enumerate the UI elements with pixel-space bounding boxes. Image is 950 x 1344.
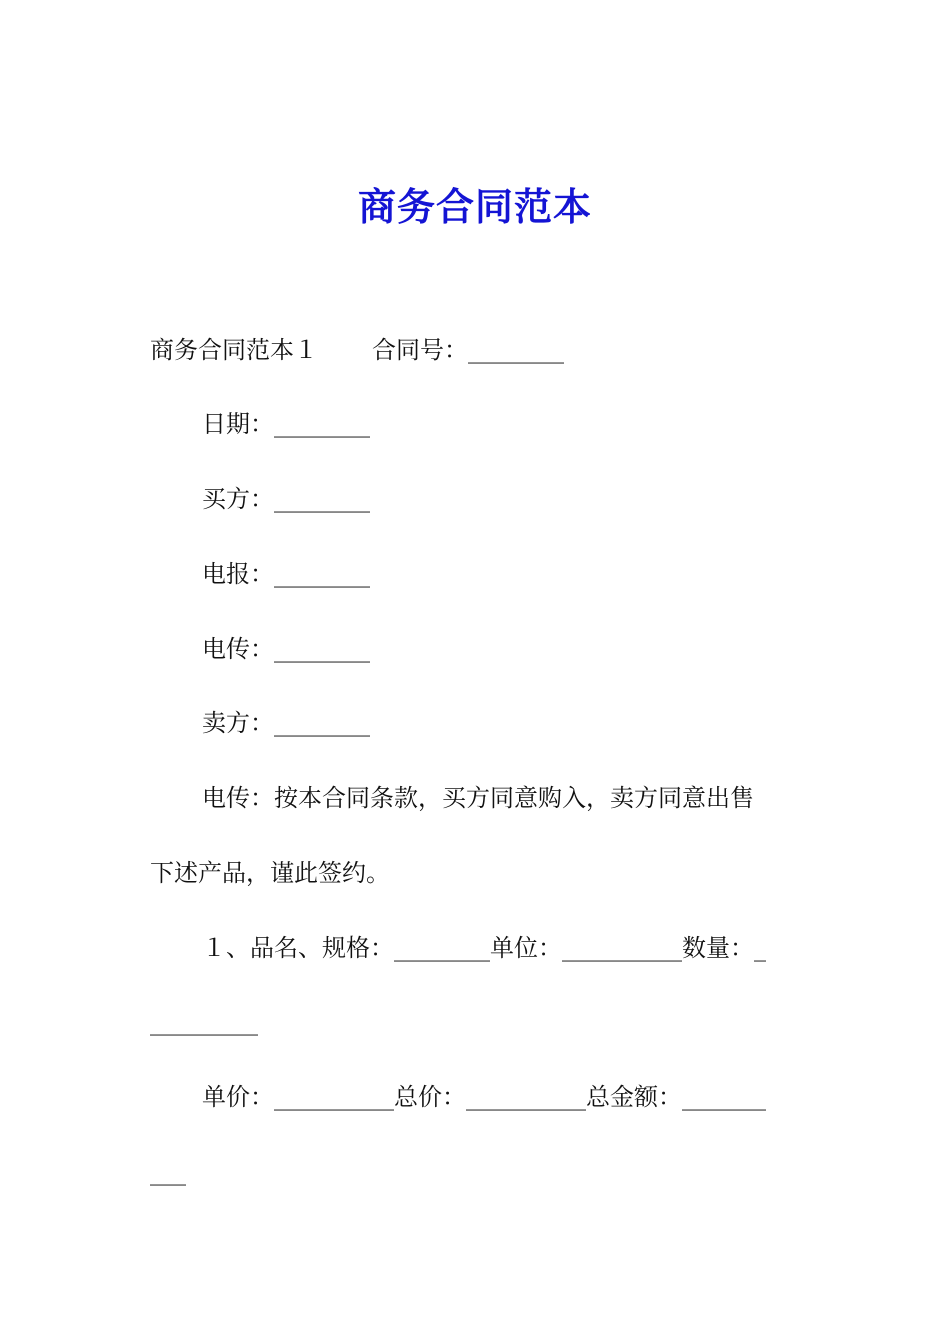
buyer-field: 买方：________: [202, 485, 370, 513]
agreement-paragraph-line-1: 电传：按本合同条款，买方同意购入，卖方同意出售: [202, 784, 754, 812]
document-title: 商务合同范本: [357, 185, 592, 229]
fax-field: 电传：________: [202, 635, 370, 663]
item-clause-line-1: １、品名、规格：________单位：__________数量：_: [202, 934, 766, 962]
heading-line: [150, 334, 810, 366]
date-field: 日期：________: [202, 410, 370, 438]
item-clause-line-2: _________: [150, 1008, 258, 1036]
agreement-paragraph-line-2: 下述产品，谨此签约。: [150, 859, 390, 887]
heading-label: 商务合同范本１: [150, 336, 318, 364]
telegraph-field: 电报：________: [202, 560, 370, 588]
price-clause-line-1: 单价：__________总价：__________总金额：_______: [202, 1083, 766, 1111]
contract-number-field: 合同号：________: [372, 336, 564, 364]
seller-field: 卖方：________: [202, 709, 370, 737]
price-clause-line-2: ___: [150, 1158, 186, 1186]
